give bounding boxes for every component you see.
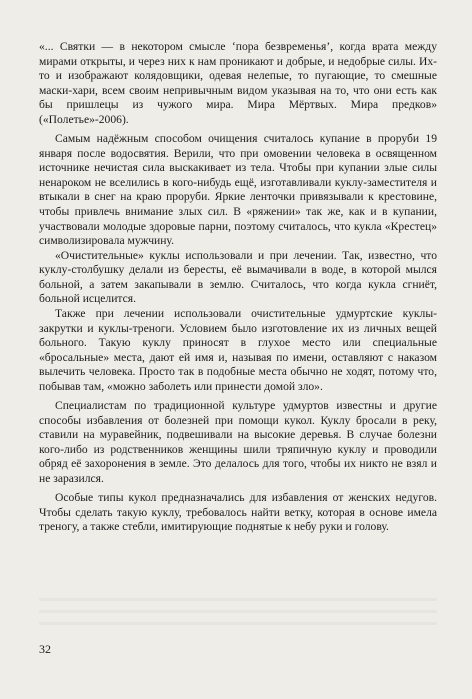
paragraph-bathing: Самым надёжным способом очищения считалось купание в проруби 19 января после водосвятия. Верили, что при омовении человека в освященном источнике нечистая сила выскакивает из тела. Чтобы при купании злые силы ненароком не вселились в кого-нибудь ещё, изготавливали куклу-заместителя и втыкали в снег на краю проруби. Яркие ленточки привязывали к крестовине, чтобы привлечь внимание злых сил. В «ряжении» так же, как и в купании, участвовали молодые здоровые парни, поэтому считалось, что кукла «Крестец» символизировала мужчину. <box>39 131 437 248</box>
show-through-texture <box>39 592 437 626</box>
paragraph-other-methods: Специалистам по традиционной культуре удмуртов известны и другие способы избавления от болезней при помощи кукол. Куклу бросали в реку, ставили на муравейник, подвешивали на высокие деревья. В случае болезни кого-либо из родственников женщины шили тряпичную куклу и проводили обряд её захоронения в земле. Это делалось для того, чтобы их никто не взял и не заразился. <box>39 399 437 485</box>
paragraph-healing: «Очистительные» куклы использовали и при лечении. Так, известно, что куклу-столбушку делали из бересты, её вымачивали в воде, в которой мылся больной, а затем закапывали в землю. Считалось, что когда кукла сгниёт, больной исцелится. <box>39 248 437 306</box>
page-number: 32 <box>39 642 51 656</box>
paragraph-female-dolls: Особые типы кукол предназначались для избавления от женских недугов. Чтобы сделать такую куклу, требовалось найти ветку, которая в основе имела треногу, а также стебли, имитирующие поднятые к небу руки и голову. <box>39 490 437 534</box>
body-text <box>39 40 437 535</box>
paragraph-quote: «... Святки — в некотором смысле ‘пора безвременья’, когда врата между мирами открыты, и через них к нам проникают и добрые, и недобрые силы. Их-то и изображают колядовщики, одевая нелепые, то пугающие, то смешные маски-хари, всем своим непривычным видом указывая на то, что они есть как бы пришлецы из чужого мира. Мира Мёртвых. Мира предков» («Полетье»-2006). <box>39 40 437 126</box>
paragraph-udmurt-dolls: Также при лечении использовали очистительные удмуртские куклы-закрутки и куклы-треноги. Условием было изготовление их из личных вещей больного. Такую куклу приносят в глухое место или специальные «бросальные» места, дают ей имя и, называя по имени, оставляют с наказом вылечить человека. Просто так в подобные места обычно не ходят, потому что, побывав там, «можно заболеть или принести домой зло». <box>39 307 437 394</box>
